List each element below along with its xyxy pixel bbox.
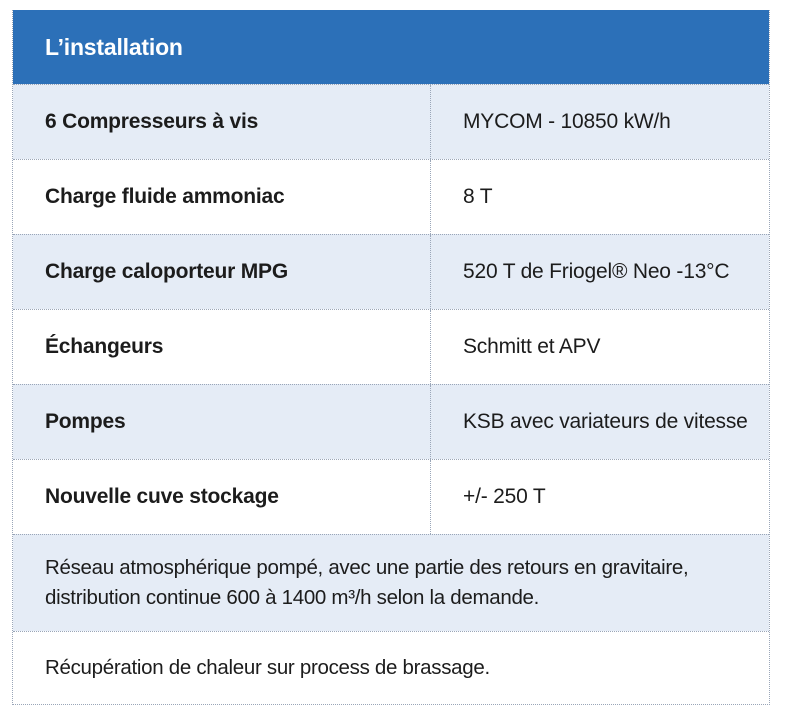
row-value: 520 T de Friogel® Neo -13°C <box>463 260 730 283</box>
table-row <box>13 384 769 459</box>
row-label: Nouvelle cuve stockage <box>13 460 431 534</box>
row-value: +/- 250 T <box>463 485 546 508</box>
note-line: Récupération de chaleur sur process de brassage. <box>45 656 490 679</box>
table-row <box>13 459 769 534</box>
table-note <box>13 534 769 631</box>
table-note <box>13 631 769 704</box>
row-label: Charge caloporteur MPG <box>13 235 431 309</box>
row-label: 6 Compresseurs à vis <box>13 85 431 159</box>
row-value: Schmitt et APV <box>463 335 601 358</box>
note-line: distribution continue 600 à 1400 m³/h selon la demande. <box>45 586 540 609</box>
row-value: MYCOM - 10850 kW/h <box>463 110 671 133</box>
table-row <box>13 234 769 309</box>
note-line: Réseau atmosphérique pompé, avec une partie des retours en gravitaire, <box>45 556 689 579</box>
row-label: Échangeurs <box>13 310 431 384</box>
row-label: Pompes <box>13 385 431 459</box>
row-value: KSB avec variateurs de vitesse <box>463 410 748 433</box>
installation-table <box>12 10 770 705</box>
row-label: Charge fluide ammoniac <box>13 160 431 234</box>
table-row <box>13 84 769 159</box>
row-value: 8 T <box>463 185 493 208</box>
table-row <box>13 159 769 234</box>
table-title: L’installation <box>13 10 769 84</box>
table-row <box>13 309 769 384</box>
